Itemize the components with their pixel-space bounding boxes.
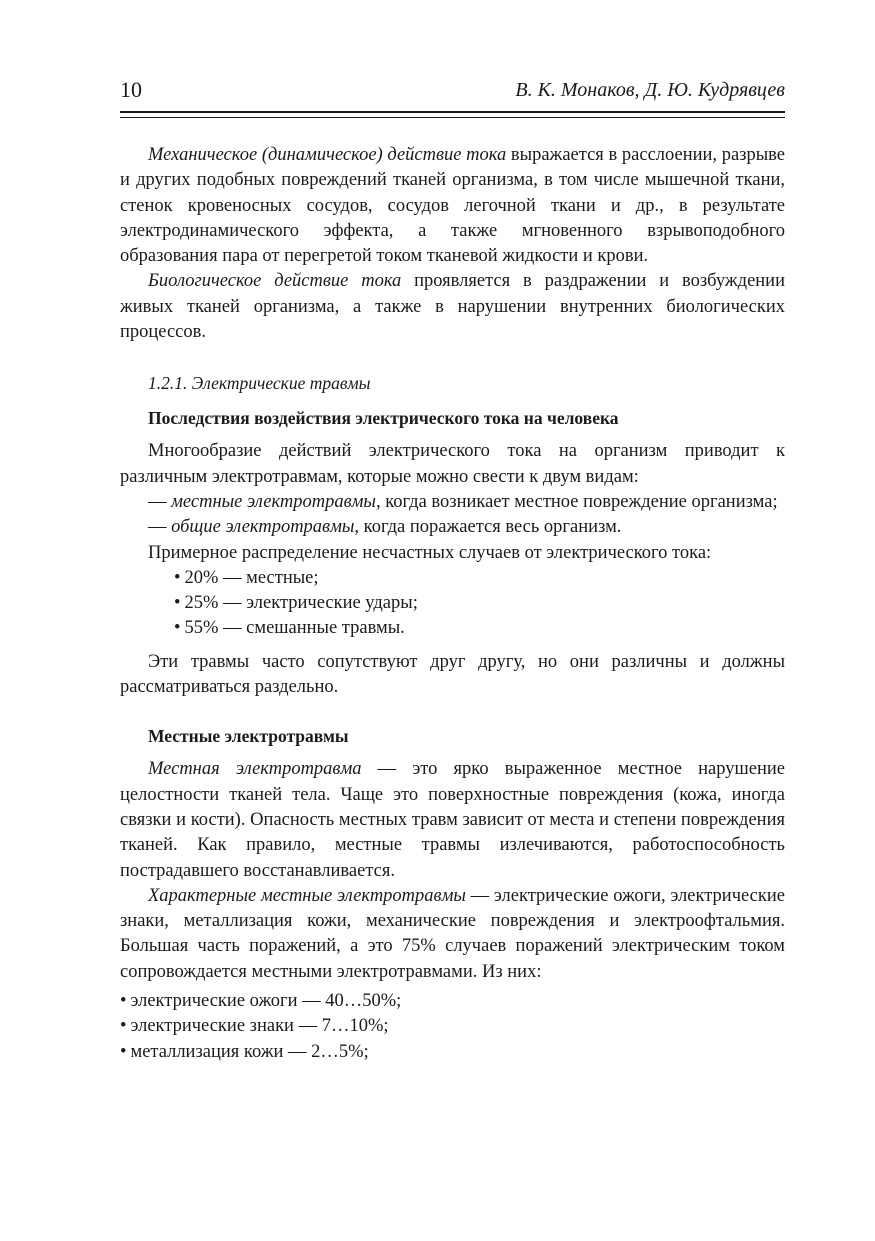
header-rule-thin xyxy=(120,117,785,118)
list-item: • 25% — электрические удары; xyxy=(120,591,785,616)
heading-local-electrotrauma: Местные электротравмы xyxy=(148,726,349,747)
term-mechanical-action: Механическое (динамическое) действие тока xyxy=(148,145,507,165)
paragraph-variety: Многообразие действий электрического тока на организм приводит к различным электротравмам, которые можно свести к двум видам: xyxy=(120,441,785,487)
term-local-electrotrauma: Местная электротравма xyxy=(148,759,362,780)
running-header xyxy=(120,74,785,106)
list-item: • металлизация кожи — 2…5%; xyxy=(120,1040,785,1065)
list-item: • 55% — смешанные травмы. xyxy=(120,616,785,641)
dash-item-general: — общие электротравмы, когда поражается весь организм. xyxy=(148,517,622,538)
running-head-authors: В. К. Монаков, Д. Ю. Кудрявцев xyxy=(515,79,785,101)
paragraph-local-definition: Местная электротравма — это ярко выраженное местное нарушение целостности тканей тела. Чаще это поверхностные повреждения (кожа, иногда связки и кости). Опасность местных травм зависит от места и степени повреждения тканей. Как правило, местные травмы излечиваются, работоспособность пострадавшего восстанавливается. xyxy=(120,759,785,881)
body-text xyxy=(120,143,785,1065)
term-biological-action: Биологическое действие тока xyxy=(148,271,402,292)
term-characteristic: Характерные местные электротравмы xyxy=(148,885,466,906)
paragraph-biological-action: Биологическое действие тока проявляется в раздражении и возбуждении живых тканей организма, а также в нарушении внутренних биологических процессов. xyxy=(120,271,785,343)
paragraph-combined: Эти травмы часто сопутствуют друг другу, но они различны и должны рассматриваться раздельно. xyxy=(120,651,785,698)
page-number: 10 xyxy=(120,77,142,102)
dash-item-local: — местные электротравмы, когда возникает местное повреждение организма; xyxy=(148,491,778,512)
section-title: 1.2.1. Электрические травмы xyxy=(148,373,371,394)
header-rule-thick xyxy=(120,111,785,113)
paragraph-distribution: Примерное распределение несчастных случаев от электрического тока: xyxy=(148,542,712,563)
heading-consequences: Последствия воздействия электрического тока на человека xyxy=(148,408,619,429)
list-item: • 20% — местные; xyxy=(120,566,785,591)
local-trauma-list xyxy=(120,989,785,1065)
distribution-list xyxy=(120,566,785,642)
paragraph-mechanical-action: Механическое (динамическое) действие тока выражается в расслоении, разрыве и других подобных повреждений тканей организма, в том числе мышечной ткани, стенок кровеносных сосудов, сосудов легочной ткани и др., в результате электродинамического эффекта, а также мгновенного взрывоподобного образования пара от перегретой током тканевой жидкости и крови. xyxy=(120,145,785,267)
list-item: • электрические знаки — 7…10%; xyxy=(120,1014,785,1039)
paragraph-characteristic: Характерные местные электротравмы — электрические ожоги, электрические знаки, металлизация кожи, механические повреждения и электроофтальмия. Большая часть поражений, а это 75% случаев поражений электрическим током сопровождается местными электротравмами. Из них: xyxy=(120,885,785,982)
list-item: • электрические ожоги — 40…50%; xyxy=(120,989,785,1014)
